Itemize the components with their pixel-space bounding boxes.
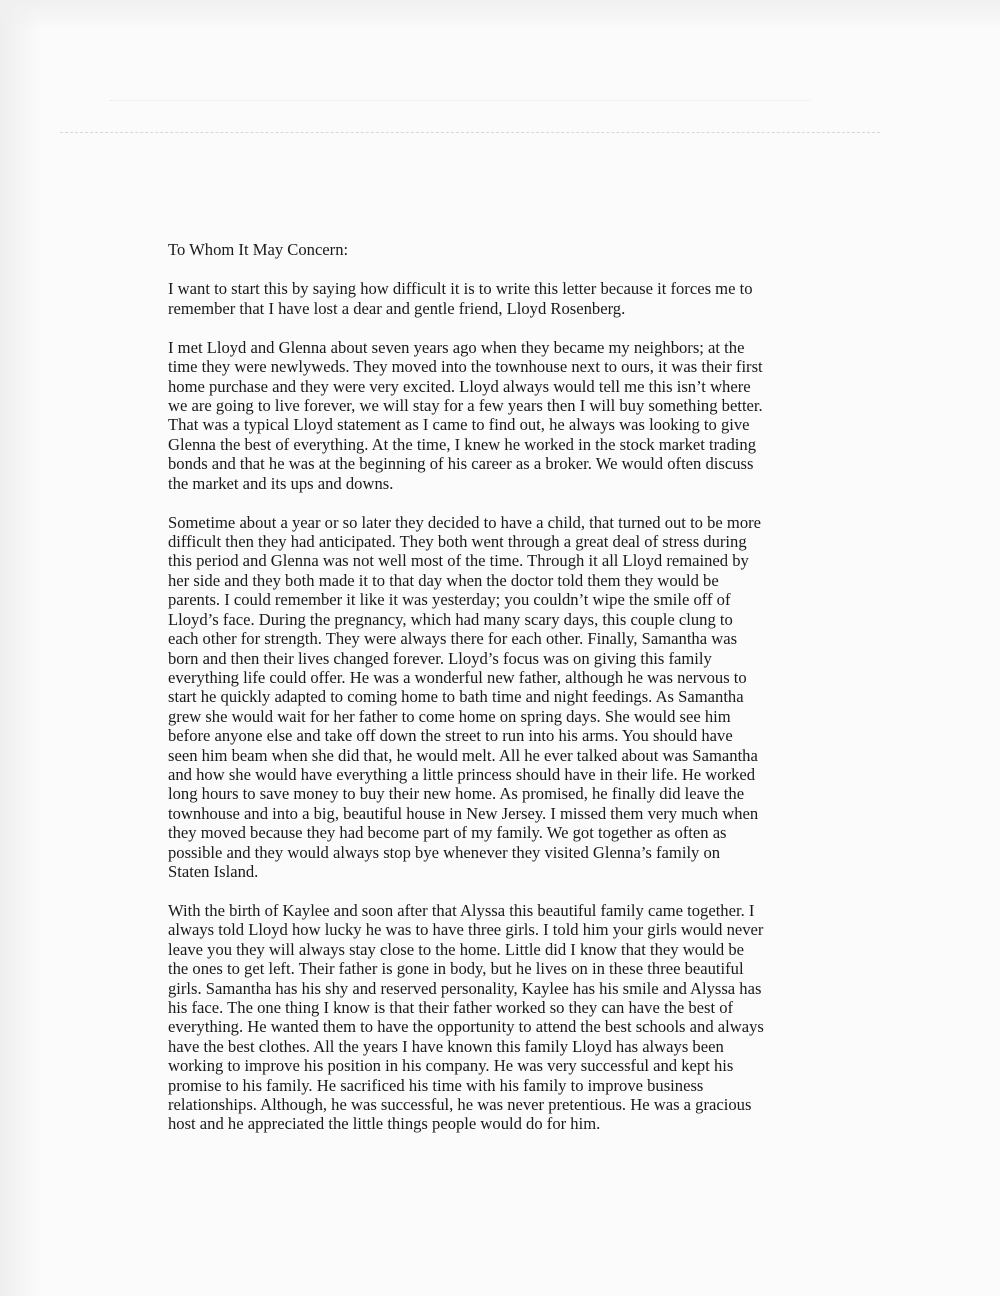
paragraph-line: That was a typical Lloyd statement as I came to find out, he always was looking to give [168, 415, 750, 435]
paragraph-line: the ones to get left. Their father is gone in body, but he lives on in these three beautiful [168, 959, 744, 979]
paragraph-line: always told Lloyd how lucky he was to have three girls. I told him your girls would never [168, 920, 764, 940]
paragraph-line: home purchase and they were very excited. Lloyd always would tell me this isn’t where [168, 376, 751, 396]
paragraph-line: we are going to live forever, we will stay for a few years then I will buy something better. [168, 396, 763, 416]
paragraph-line: the market and its ups and downs. [168, 473, 394, 493]
paragraph-line: remember that I have lost a dear and gentle friend, Lloyd Rosenberg. [168, 298, 626, 318]
scan-artifact-line [60, 132, 880, 133]
paragraph-line: each other for strength. They were always there for each other. Finally, Samantha was [168, 629, 738, 649]
paragraph-line: start he quickly adapted to coming home to bath time and night feedings. As Samantha [168, 687, 744, 707]
scan-edge-shadow-left [0, 0, 40, 1296]
paragraph-line: Lloyd’s face. During the pregnancy, which had many scary days, this couple clung to [168, 609, 733, 629]
paragraph-line: before anyone else and take off down the street to run into his arms. You should have [168, 726, 733, 746]
paragraph-line: everything life could offer. He was a wonderful new father, although he was nervous to [168, 667, 747, 687]
paragraph-line: born and then their lives changed forever. Lloyd’s focus was on giving this family [168, 648, 712, 668]
paragraph-line: With the birth of Kaylee and soon after that Alyssa this beautiful family came together. I [168, 900, 755, 920]
letter-body [168, 240, 808, 1153]
paragraph-line: they moved because they had become part of my family. We got together as often as [168, 823, 727, 843]
paragraph-line: leave you they will always stay close to the home. Little did I know that they would be [168, 939, 745, 959]
paragraph-line: I met Lloyd and Glenna about seven years ago when they became my neighbors; at the [168, 337, 745, 357]
paragraph-line: this period and Glenna was not well most of the time. Through it all Lloyd remained by [168, 551, 749, 571]
paragraph-line: promise to his family. He sacrificed his time with his family to improve business [168, 1075, 704, 1095]
letter-paragraph [168, 279, 808, 318]
paragraph-line: relationships. Although, he was successful, he was never pretentious. He was a gracious [168, 1095, 752, 1115]
paragraph-line: Staten Island. [168, 861, 259, 881]
paragraph-line: bonds and that he was at the beginning of his career as a broker. We would often discuss [168, 454, 754, 474]
letter-paragraphs [168, 279, 808, 1133]
letter-paragraph [168, 513, 808, 882]
scan-edge-shadow-top [0, 0, 1000, 30]
paragraph-line: have the best clothes. All the years I have known this family Lloyd has always been [168, 1036, 724, 1056]
paragraph-line: parents. I could remember it like it was yesterday; you couldn’t wipe the smile off of [168, 590, 731, 610]
paragraph-line: difficult then they had anticipated. They both went through a great deal of stress during [168, 532, 747, 552]
paragraph-line: time they were newlyweds. They moved into the townhouse next to ours, it was their first [168, 357, 763, 377]
paragraph-line: I want to start this by saying how difficult it is to write this letter because it forces me to [168, 279, 753, 299]
paragraph-line: host and he appreciated the little things people would do for him. [168, 1114, 601, 1134]
paragraph-line: and how she would have everything a little princess should have in their life. He worked [168, 764, 756, 784]
paragraph-line: grew she would wait for her father to come home on spring days. She would see him [168, 706, 731, 726]
paragraph-line: her side and they both made it to that day when the doctor told them they would be [168, 570, 719, 590]
paragraph-line: long hours to save money to buy their new home. As promised, he finally did leave the [168, 784, 745, 804]
paragraph-line: seen him beam when she did that, he would melt. All he ever talked about was Samantha [168, 745, 758, 765]
paragraph-line: everything. He wanted them to have the opportunity to attend the best schools and always [168, 1017, 764, 1037]
paragraph-line: his face. The one thing I know is that their father worked so they can have the best of [168, 998, 734, 1017]
paragraph-line: townhouse and into a big, beautiful house in New Jersey. I missed them very much when [168, 803, 759, 823]
paragraph-line: possible and they would always stop bye whenever they visited Glenna’s family on [168, 842, 721, 862]
scan-artifact-line [110, 100, 810, 101]
paragraph-line: working to improve his position in his company. He was very successful and kept his [168, 1056, 734, 1076]
letter-paragraph [168, 338, 808, 493]
paragraph-line: Glenna the best of everything. At the time, I knew he worked in the stock market trading [168, 434, 756, 454]
paragraph-line: girls. Samantha has his shy and reserved personality, Kaylee has his smile and Alyssa has [168, 978, 762, 998]
paragraph-line: Sometime about a year or so later they decided to have a child, that turned out to be more [168, 512, 762, 532]
letter-paragraph [168, 901, 808, 1134]
letter-salutation: To Whom It May Concern: [168, 240, 349, 259]
